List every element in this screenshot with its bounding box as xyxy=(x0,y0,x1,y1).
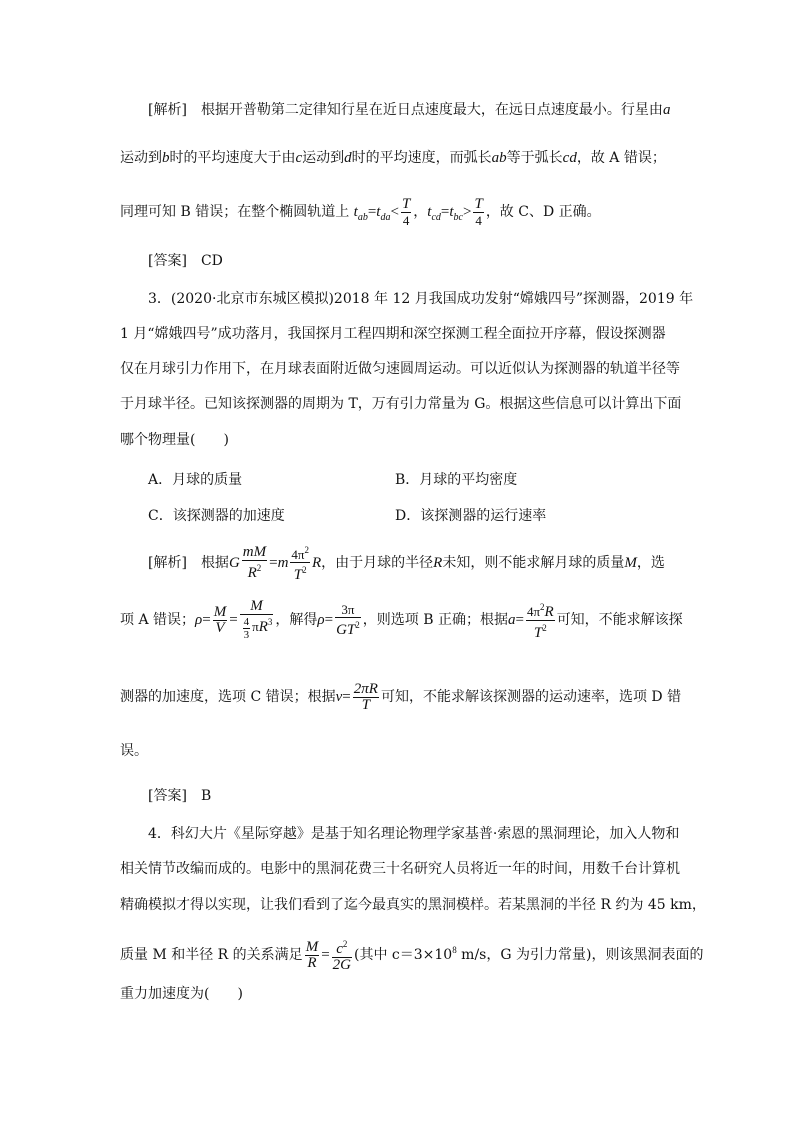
question-3-line-3: 仅在月球引力作用下，在月球表面附近做匀速圆周运动。可以近似认为探测器的轨道半径等 xyxy=(120,361,680,377)
question-4-line-1: 4．科幻大片《星际穿越》是基于知名理论物理学家基普·索恩的黑洞理论，加入人物和 xyxy=(148,826,680,842)
option-b: B．月球的平均密度 xyxy=(395,472,518,488)
analysis-1-line-1: [解析] 根据开普勒第二定律知行星在近日点速度最大，在远日点速度最小。行星由a xyxy=(148,102,671,118)
option-c: C．该探测器的加速度 xyxy=(148,508,285,524)
fraction-t-over-4: $\frac{T}{4}$ xyxy=(401,195,411,228)
fraction-4-over-3: $\frac{4}{3}$ xyxy=(243,615,250,641)
answer-value: CD xyxy=(200,253,223,269)
question-4-line-5: 重力加速度为( ) xyxy=(120,986,243,1002)
answer-1 xyxy=(148,251,223,271)
analysis-2-line-2: 项 A 错误；ρ= $\frac{M}{V}$ = M $\frac{4}{3}$ $\pi R^3$ ，解得ρ= $\frac{3\pi}{GT^2}$ ，则选项 B 正确；根据a= $\frac{4\pi^2R}{T^2}$ 可知，不能求解该探 xyxy=(120,598,683,641)
fraction-t-over-4: $\frac{T}{4}$ xyxy=(474,195,483,228)
analysis-tag: [解析] xyxy=(148,102,187,118)
option-a: A．月球的质量 xyxy=(148,472,243,488)
answer-tag: [答案] xyxy=(148,253,187,269)
question-4-line-2: 相关情节改编而成的。电影中的黑洞花费三十名研究人员将近一年的时间，用数千台计算机 xyxy=(120,861,680,877)
answer-value: B xyxy=(200,788,212,804)
fraction-2piR-over-T: $\frac{2\pi R}{T}$ xyxy=(353,680,378,713)
analysis-1-line-2: 运动到b时的平均速度大于由c运动到d时的平均速度，而弧长ab等于弧长cd，故 A 错误； xyxy=(120,150,666,166)
fraction-M-over-V: $\frac{M}{V}$ xyxy=(213,603,227,636)
fraction-3pi-over-GT2: $\frac{3\pi}{GT^2}$ xyxy=(336,602,360,638)
analysis-1-line-3: 同理可知 B 错误；在整个椭圆轨道上 $t_{ab}=t_{da}<$ $\frac{T}{4}$ ，$t_{cd}=t_{bc}>$ $\frac{T}{4}$ ，故 C、D 正确。 xyxy=(120,195,601,228)
analysis-2-line-1: [解析] 根据G $\frac{mM}{R^2}$ =m $\frac{4\pi^2}{T^2}$ R，由于月球的半径R未知，则不能求解月球的质量M，选 xyxy=(148,544,665,583)
question-3-line-5: 哪个物理量( ) xyxy=(120,432,229,448)
analysis-2-line-3: 测器的加速度，选项 C 错误；根据v= $\frac{2\pi R}{T}$ 可知，不能求解该探测器的运动速率，选项 D 错 xyxy=(120,680,682,713)
question-3-line-1: 3．(2020·北京市东城区模拟)2018 年 12 月我国成功发射“嫦娥四号”探测器，2019 年 xyxy=(148,291,694,307)
question-4-line-3: 精确模拟才得以实现，让我们看到了迄今最真实的黑洞模样。若某黑洞的半径 R 约为 45 km， xyxy=(120,897,706,913)
fraction-M-over-volume: M $\frac{4}{3}$ $\pi R^3$ xyxy=(240,599,274,641)
question-4-line-4: 质量 M 和半径 R 的关系满足 $\frac{M}{R}$ = $\frac{c^2}{2G}$ (其中 $c=3\times 10^8$ m/s，G 为引力常量)，则该黑洞表面的 xyxy=(120,938,704,973)
fraction-4pi2-over-T2: $\frac{4\pi^2}{T^2}$ xyxy=(291,545,309,583)
answer-tag: [答案] xyxy=(148,788,187,804)
analysis-2-line-4: 误。 xyxy=(120,743,148,759)
fraction-M-over-R: $\frac{M}{R}$ xyxy=(305,938,319,971)
analysis-tag: [解析] xyxy=(148,555,187,571)
question-3-line-4: 于月球半径。已知该探测器的周期为 T，万有引力常量为 G。根据这些信息可以计算出下面 xyxy=(120,396,682,412)
fraction-4pi2R-over-T2: $\frac{4\pi^2R}{T^2}$ xyxy=(526,601,554,641)
fraction-mM-over-R2: $\frac{mM}{R^2}$ xyxy=(242,544,267,581)
fraction-c2-over-2G: $\frac{c^2}{2G}$ xyxy=(332,939,351,973)
option-d: D．该探测器的运行速率 xyxy=(395,508,547,524)
answer-2 xyxy=(148,786,211,806)
question-3-line-2: 1 月“嫦娥四号”成功落月，我国探月工程四期和深空探测工程全面拉开序幕，假设探测器 xyxy=(120,326,666,342)
